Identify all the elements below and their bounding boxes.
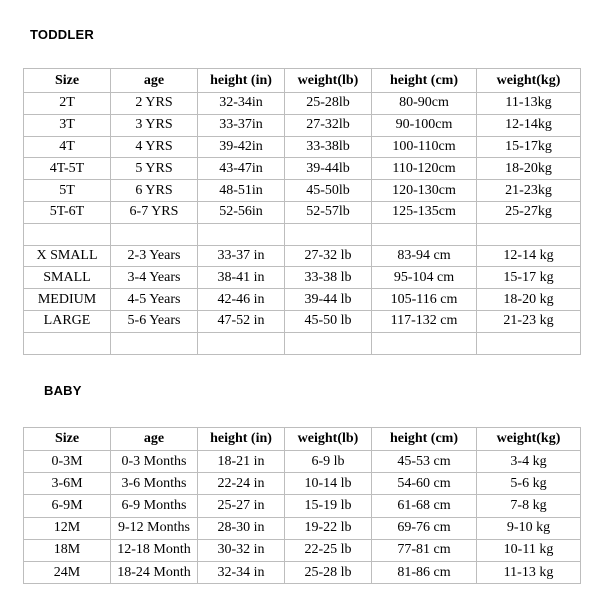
table-row xyxy=(24,451,581,473)
cell-weight-lb: 39-44lb xyxy=(285,158,372,180)
cell-height-in: 39-42in xyxy=(198,136,285,158)
cell-blank xyxy=(285,332,372,354)
table-row xyxy=(24,561,581,583)
cell-weight-lb: 45-50lb xyxy=(285,180,372,202)
cell-weight-kg: 11-13 kg xyxy=(477,561,581,583)
cell-weight-kg: 11-13kg xyxy=(477,93,581,115)
table-row-blank xyxy=(24,332,581,354)
cell-weight-lb: 33-38 lb xyxy=(285,267,372,289)
cell-size: SMALL xyxy=(24,267,111,289)
cell-height-cm: 95-104 cm xyxy=(372,267,477,289)
cell-size: 24M xyxy=(24,561,111,583)
cell-height-cm: 105-116 cm xyxy=(372,289,477,311)
cell-weight-lb: 15-19 lb xyxy=(285,495,372,517)
cell-age: 2-3 Years xyxy=(111,245,198,267)
cell-weight-kg: 21-23 kg xyxy=(477,310,581,332)
cell-weight-lb: 19-22 lb xyxy=(285,517,372,539)
table-row xyxy=(24,473,581,495)
cell-size: 4T-5T xyxy=(24,158,111,180)
toddler-size-table xyxy=(23,68,581,355)
cell-blank xyxy=(24,223,111,245)
cell-weight-kg: 21-23kg xyxy=(477,180,581,202)
table-row xyxy=(24,539,581,561)
cell-size: 4T xyxy=(24,136,111,158)
header-age: age xyxy=(111,428,198,451)
cell-blank xyxy=(111,332,198,354)
cell-height-cm: 90-100cm xyxy=(372,114,477,136)
header-height-cm: height (cm) xyxy=(372,69,477,93)
cell-height-in: 30-32 in xyxy=(198,539,285,561)
cell-height-cm: 110-120cm xyxy=(372,158,477,180)
table-row xyxy=(24,158,581,180)
cell-height-cm: 117-132 cm xyxy=(372,310,477,332)
cell-height-cm: 54-60 cm xyxy=(372,473,477,495)
table-row xyxy=(24,310,581,332)
header-weight-lb: weight(lb) xyxy=(285,69,372,93)
cell-height-in: 43-47in xyxy=(198,158,285,180)
cell-age: 6-7 YRS xyxy=(111,201,198,223)
table-row xyxy=(24,114,581,136)
cell-blank xyxy=(372,223,477,245)
cell-age: 6 YRS xyxy=(111,180,198,202)
header-height-cm: height (cm) xyxy=(372,428,477,451)
cell-weight-kg: 18-20 kg xyxy=(477,289,581,311)
cell-size: 18M xyxy=(24,539,111,561)
cell-height-in: 22-24 in xyxy=(198,473,285,495)
cell-height-cm: 45-53 cm xyxy=(372,451,477,473)
cell-weight-lb: 33-38lb xyxy=(285,136,372,158)
cell-weight-lb: 27-32 lb xyxy=(285,245,372,267)
cell-weight-lb: 25-28lb xyxy=(285,93,372,115)
header-height-in: height (in) xyxy=(198,428,285,451)
cell-age: 3-4 Years xyxy=(111,267,198,289)
cell-weight-lb: 22-25 lb xyxy=(285,539,372,561)
table-row xyxy=(24,289,581,311)
cell-weight-lb: 10-14 lb xyxy=(285,473,372,495)
cell-height-in: 32-34in xyxy=(198,93,285,115)
cell-size: LARGE xyxy=(24,310,111,332)
cell-blank xyxy=(372,332,477,354)
cell-height-in: 32-34 in xyxy=(198,561,285,583)
baby-section-title: BABY xyxy=(44,383,82,398)
baby-size-table xyxy=(23,427,581,584)
cell-size: 3-6M xyxy=(24,473,111,495)
header-weight-lb: weight(lb) xyxy=(285,428,372,451)
cell-height-cm: 125-135cm xyxy=(372,201,477,223)
cell-size: 5T xyxy=(24,180,111,202)
table-row xyxy=(24,517,581,539)
header-weight-kg: weight(kg) xyxy=(477,69,581,93)
cell-size: 6-9M xyxy=(24,495,111,517)
cell-age: 4-5 Years xyxy=(111,289,198,311)
cell-weight-kg: 3-4 kg xyxy=(477,451,581,473)
cell-blank xyxy=(285,223,372,245)
cell-height-in: 52-56in xyxy=(198,201,285,223)
cell-age: 4 YRS xyxy=(111,136,198,158)
cell-blank xyxy=(198,332,285,354)
cell-age: 0-3 Months xyxy=(111,451,198,473)
cell-height-cm: 77-81 cm xyxy=(372,539,477,561)
toddler-section-title: TODDLER xyxy=(30,27,94,42)
cell-size: 5T-6T xyxy=(24,201,111,223)
table-row xyxy=(24,93,581,115)
cell-age: 2 YRS xyxy=(111,93,198,115)
cell-weight-lb: 45-50 lb xyxy=(285,310,372,332)
cell-weight-lb: 6-9 lb xyxy=(285,451,372,473)
cell-height-in: 38-41 in xyxy=(198,267,285,289)
cell-weight-kg: 18-20kg xyxy=(477,158,581,180)
table-header-row xyxy=(24,69,581,93)
cell-size: MEDIUM xyxy=(24,289,111,311)
table-row xyxy=(24,136,581,158)
table-row xyxy=(24,245,581,267)
cell-height-cm: 120-130cm xyxy=(372,180,477,202)
cell-weight-kg: 7-8 kg xyxy=(477,495,581,517)
cell-age: 3-6 Months xyxy=(111,473,198,495)
table-row-blank xyxy=(24,223,581,245)
cell-size: 3T xyxy=(24,114,111,136)
cell-height-cm: 80-90cm xyxy=(372,93,477,115)
cell-blank xyxy=(198,223,285,245)
cell-weight-kg: 25-27kg xyxy=(477,201,581,223)
table-row xyxy=(24,180,581,202)
cell-height-cm: 69-76 cm xyxy=(372,517,477,539)
cell-weight-lb: 52-57lb xyxy=(285,201,372,223)
cell-weight-lb: 25-28 lb xyxy=(285,561,372,583)
cell-blank xyxy=(477,332,581,354)
cell-age: 5-6 Years xyxy=(111,310,198,332)
cell-height-in: 28-30 in xyxy=(198,517,285,539)
cell-weight-kg: 10-11 kg xyxy=(477,539,581,561)
table-row xyxy=(24,495,581,517)
table-row xyxy=(24,201,581,223)
cell-age: 18-24 Month xyxy=(111,561,198,583)
cell-weight-lb: 39-44 lb xyxy=(285,289,372,311)
header-height-in: height (in) xyxy=(198,69,285,93)
header-weight-kg: weight(kg) xyxy=(477,428,581,451)
cell-weight-kg: 5-6 kg xyxy=(477,473,581,495)
cell-weight-kg: 15-17 kg xyxy=(477,267,581,289)
cell-weight-kg: 9-10 kg xyxy=(477,517,581,539)
cell-size: 12M xyxy=(24,517,111,539)
cell-height-in: 33-37in xyxy=(198,114,285,136)
cell-size: 0-3M xyxy=(24,451,111,473)
cell-weight-kg: 15-17kg xyxy=(477,136,581,158)
cell-height-in: 42-46 in xyxy=(198,289,285,311)
cell-age: 5 YRS xyxy=(111,158,198,180)
header-age: age xyxy=(111,69,198,93)
header-size: Size xyxy=(24,428,111,451)
cell-age: 12-18 Month xyxy=(111,539,198,561)
cell-height-cm: 100-110cm xyxy=(372,136,477,158)
cell-height-cm: 81-86 cm xyxy=(372,561,477,583)
cell-weight-lb: 27-32lb xyxy=(285,114,372,136)
cell-size: X SMALL xyxy=(24,245,111,267)
cell-blank xyxy=(477,223,581,245)
cell-weight-kg: 12-14 kg xyxy=(477,245,581,267)
cell-age: 6-9 Months xyxy=(111,495,198,517)
cell-height-in: 18-21 in xyxy=(198,451,285,473)
cell-height-in: 47-52 in xyxy=(198,310,285,332)
cell-age: 3 YRS xyxy=(111,114,198,136)
cell-size: 2T xyxy=(24,93,111,115)
cell-age: 9-12 Months xyxy=(111,517,198,539)
cell-height-cm: 61-68 cm xyxy=(372,495,477,517)
table-row xyxy=(24,267,581,289)
cell-height-cm: 83-94 cm xyxy=(372,245,477,267)
cell-weight-kg: 12-14kg xyxy=(477,114,581,136)
cell-blank xyxy=(111,223,198,245)
cell-height-in: 48-51in xyxy=(198,180,285,202)
table-header-row xyxy=(24,428,581,451)
cell-height-in: 25-27 in xyxy=(198,495,285,517)
cell-blank xyxy=(24,332,111,354)
cell-height-in: 33-37 in xyxy=(198,245,285,267)
header-size: Size xyxy=(24,69,111,93)
